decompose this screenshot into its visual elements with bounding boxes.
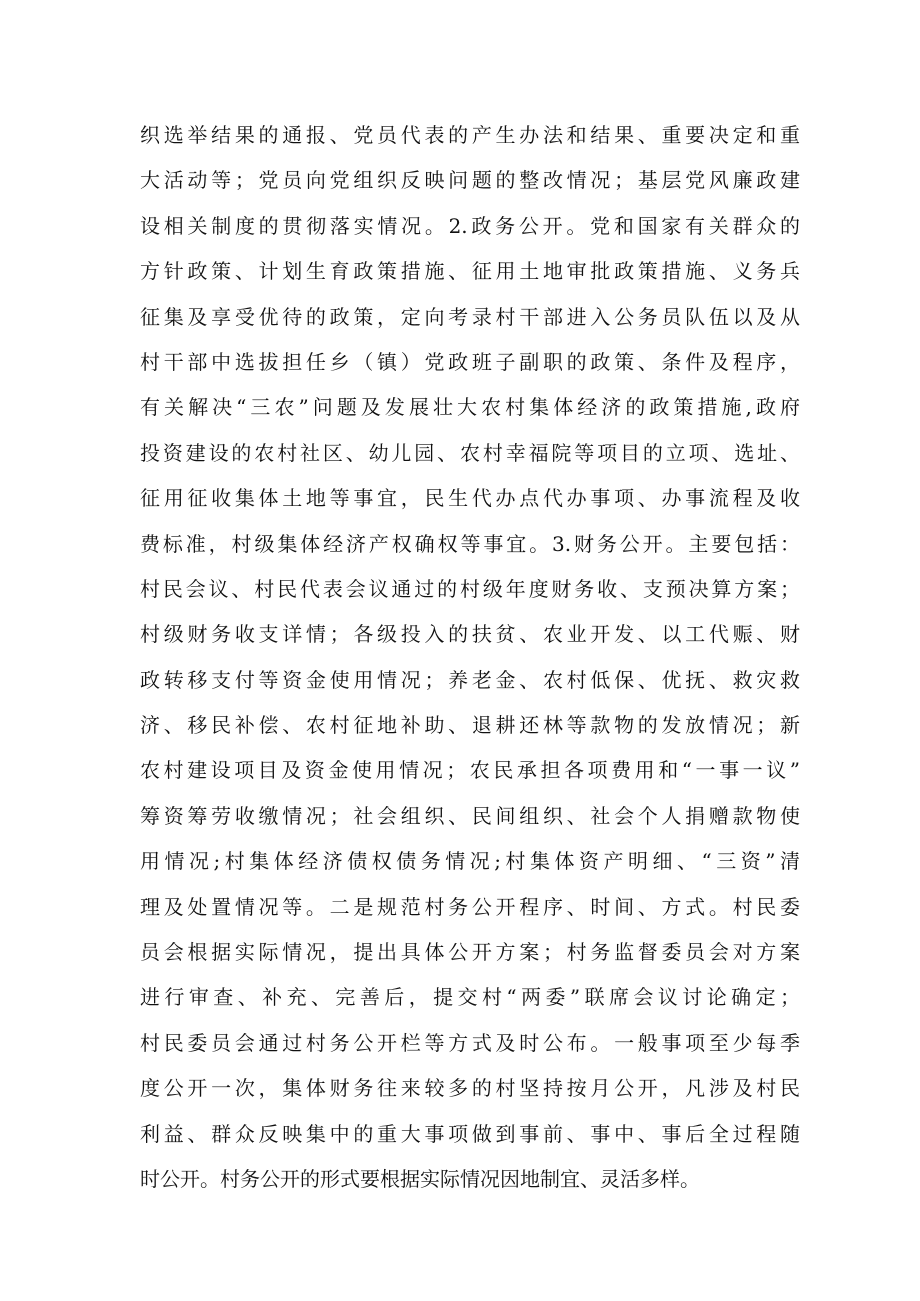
body-paragraph bbox=[140, 113, 800, 1202]
text-line: 征用征收集体土地等事宜，民生代办点代办事项、办事流程及收 bbox=[140, 486, 800, 511]
text-line: 征集及享受优待的政策，定向考录村干部进入公务员队伍以及从 bbox=[140, 304, 800, 329]
text-line: 员会根据实际情况，提出具体公开方案；村务监督委员会对方案 bbox=[140, 940, 800, 965]
text-line: 投资建设的农村社区、幼儿园、农村幸福院等项目的立项、选址、 bbox=[140, 440, 800, 465]
text-line: 度公开一次，集体财务往来较多的村坚持按月公开，凡涉及村民 bbox=[140, 1076, 800, 1101]
text-line: 政转移支付等资金使用情况；养老金、农村低保、优抚、救灾救 bbox=[140, 667, 800, 692]
text-line: 村民委员会通过村务公开栏等方式及时公布。一般事项至少每季 bbox=[140, 1030, 800, 1055]
text-line: 济、移民补偿、农村征地补助、退耕还林等款物的发放情况；新 bbox=[140, 713, 800, 738]
text-line: 村民会议、村民代表会议通过的村级年度财务收、支预决算方案； bbox=[140, 576, 800, 601]
text-line: 大活动等；党员向党组织反映问题的整改情况；基层党风廉政建 bbox=[140, 168, 800, 193]
text-line: 理及处置情况等。二是规范村务公开程序、时间、方式。村民委 bbox=[140, 894, 800, 919]
text-line: 有关解决“三农”问题及发展壮大农村集体经济的政策措施,政府 bbox=[140, 395, 800, 420]
text-line: 村级财务收支详情；各级投入的扶贫、农业开发、以工代赈、财 bbox=[140, 622, 800, 647]
text-line: 设相关制度的贯彻落实情况。2.政务公开。党和国家有关群众的 bbox=[140, 213, 800, 238]
text-line: 村干部中选拔担任乡（镇）党政班子副职的政策、条件及程序， bbox=[140, 349, 800, 374]
text-line: 利益、群众反映集中的重大事项做到事前、事中、事后全过程随 bbox=[140, 1121, 800, 1146]
text-line: 时公开。村务公开的形式要根据实际情况因地制宜、灵活多样。 bbox=[140, 1166, 700, 1191]
text-line: 用情况;村集体经济债权债务情况;村集体资产明细、“三资”清 bbox=[140, 849, 800, 874]
text-line: 织选举结果的通报、党员代表的产生办法和结果、重要决定和重 bbox=[140, 123, 800, 147]
text-line: 农村建设项目及资金使用情况；农民承担各项费用和“一事一议” bbox=[140, 758, 800, 783]
text-line: 筹资筹劳收缴情况；社会组织、民间组织、社会个人捐赠款物使 bbox=[140, 803, 800, 828]
text-line: 方针政策、计划生育政策措施、征用土地审批政策措施、义务兵 bbox=[140, 259, 800, 284]
text-line: 进行审查、补充、完善后，提交村“两委”联席会议讨论确定； bbox=[140, 985, 800, 1010]
text-line: 费标准，村级集体经济产权确权等事宜。3.财务公开。主要包括： bbox=[140, 531, 800, 556]
